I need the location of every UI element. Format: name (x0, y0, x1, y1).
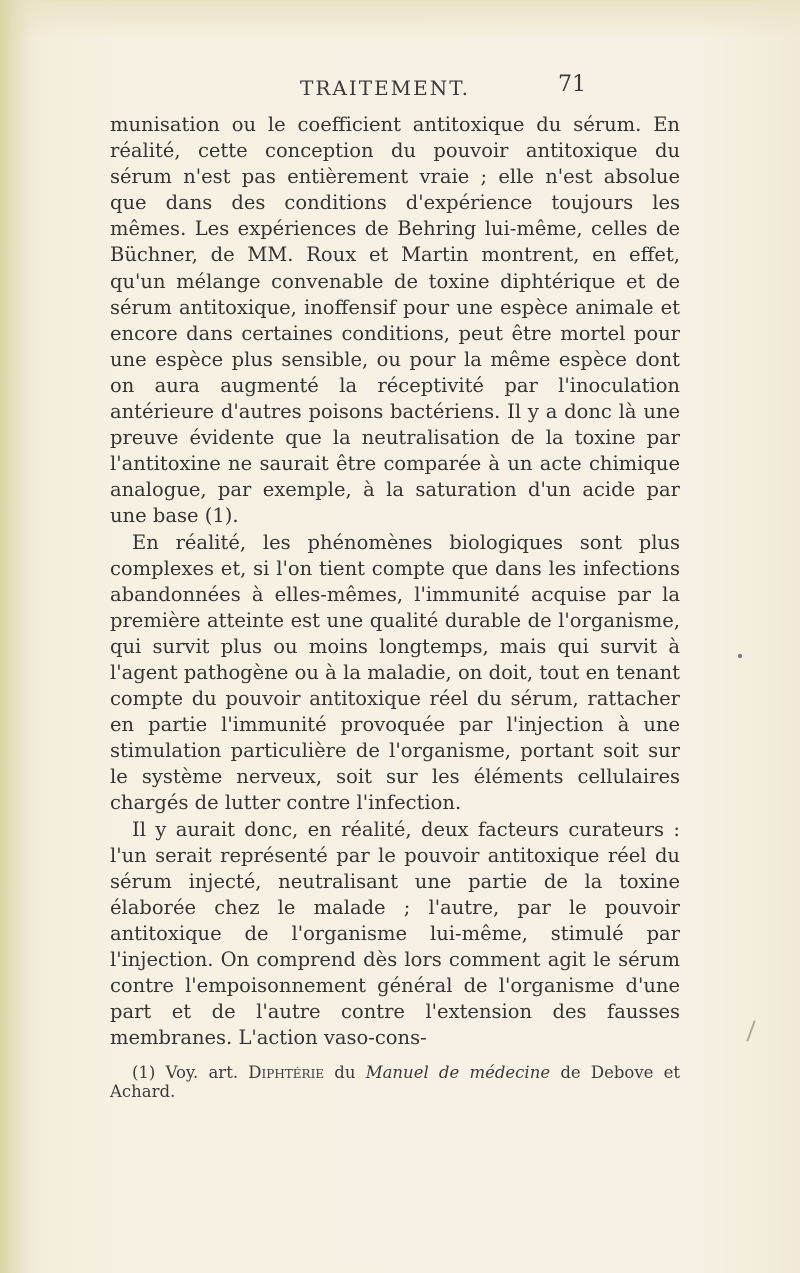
footnote-authors: de Debove et Achard. (110, 1063, 681, 1101)
page-number: 71 (558, 72, 586, 97)
footnote-connector: du (334, 1063, 356, 1082)
page-left-shadow (0, 0, 30, 1273)
running-title: TRAITEMENT. (300, 76, 471, 100)
margin-speck (738, 654, 742, 658)
footnote-book-title: Manuel de médecine (365, 1063, 551, 1082)
footnote-article-title: Diphtérie (248, 1063, 325, 1082)
paragraph-3: Il y aurait donc, en réalité, deux facteurs curateurs : l'un serait représenté par le pouvoir antitoxique réel du sérum injecté, neutralisant une partie de la toxine élaborée chez le malade ; l'autre, par le pouvoir antitoxique de l'organisme lui-même, stimulé par l'injection. On comprend dès lors comment agit le sérum contre l'empoisonnement général de l'organisme d'une part et de l'autre contre l'extension des fausses membranes. L'action vaso-cons- (110, 817, 680, 1050)
paragraph-2: En réalité, les phénomènes biologiques sont plus complexes et, si l'on tient compte que dans les infections abandonnées à elles-mêmes, l'immunité acquise par la première atteinte est une qualité durable de l'organisme, qui survit plus ou moins longtemps, mais qui survit à l'agent pathogène ou à la maladie, on doit, tout en tenant compte du pouvoir antitoxique réel du sérum, rattacher en partie l'immunité provoquée par l'injection à une stimulation particulière de l'organisme, portant soit sur le système nerveux, soit sur les éléments cellulaires chargés de lutter contre l'infection. (110, 530, 680, 815)
margin-mark (746, 1020, 755, 1041)
main-text (110, 112, 680, 1051)
footnote-marker: (1) Voy. art. (132, 1063, 239, 1082)
paragraph-1: munisation ou le coefficient antitoxique du sérum. En réalité, cette conception du pouvoir antitoxique du sérum n'est pas entièrement vraie ; elle n'est absolue que dans des conditions d'expérience toujours les mêmes. Les expériences de Behring lui-même, celles de Büchner, de MM. Roux et Martin montrent, en effet, qu'un mélange convenable de toxine diphtérique et de sérum antitoxique, inoffensif pour une espèce animale et encore dans certaines conditions, peut être mortel pour une espèce plus sensible, ou pour la même espèce dont on aura augmenté la réceptivité par l'inoculation antérieure d'autres poisons bactériens. Il y a donc là une preuve évidente que la neutralisation de la toxine par l'antitoxine ne saurait être comparée à un acte chimique analogue, par exemple, à la saturation d'un acide par une base (1). (110, 113, 680, 528)
page-header (0, 72, 800, 104)
footnote (110, 1063, 680, 1101)
page-top-shadow (0, 0, 800, 40)
